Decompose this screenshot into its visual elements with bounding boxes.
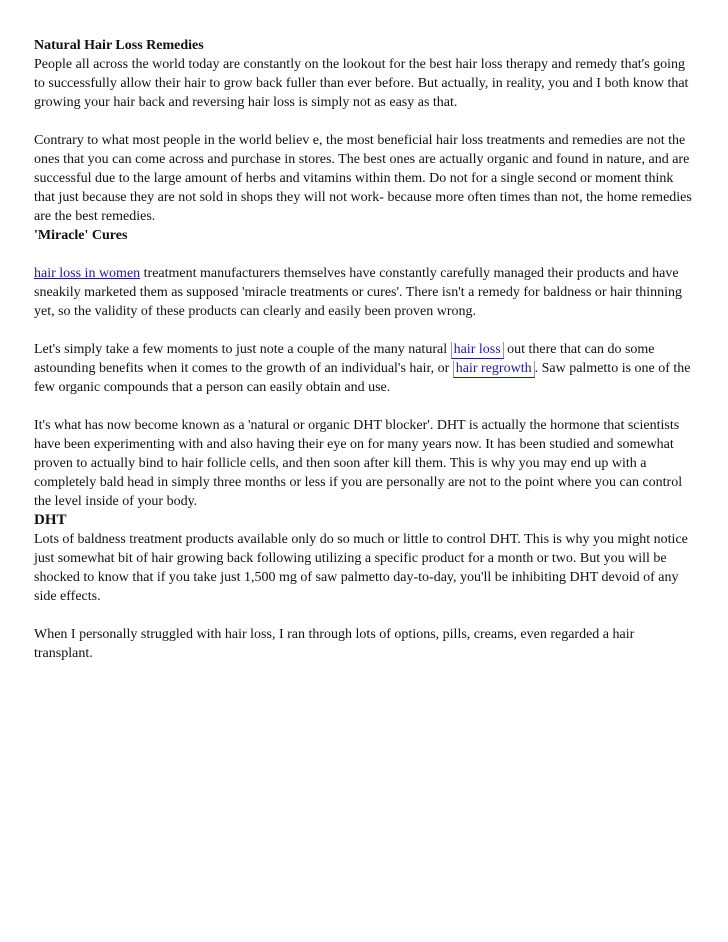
paragraph-contrary: Contrary to what most people in the world believ e, the most beneficial hair loss treatments and remedies are not the ones that you can come across and purchase in stores. The best ones are actually organic and found in nature, and are successful due to the large amount of herbs and vitamins within them. Do not for a single second or moment think that just because they are not sold in shops they will not work- because more often times than not, the home remedies are the best remedies. [34, 133, 692, 224]
article-title: Natural Hair Loss Remedies [34, 38, 204, 53]
paragraph-natural-remedies [34, 340, 692, 397]
heading-miracle-cures: 'Miracle' Cures [34, 228, 128, 243]
paragraph-natural-text-c: . Saw palmetto is one of the few organic compounds that a person can easily obtain and use. [34, 361, 691, 395]
link-hair-regrowth[interactable]: hair regrowth [453, 361, 535, 378]
link-hair-loss-in-women[interactable]: hair loss in women [34, 266, 141, 281]
paragraph-miracle-text: treatment manufacturers themselves have constantly carefully managed their products and have sneakily marketed them as supposed 'miracle treatments or cures'. There isn't a remedy for baldness or hair thinning yet, so the validity of these products can clearly and easily been proven wrong. [34, 266, 682, 319]
paragraph-natural-text-a: Let's simply take a few moments to just note a couple of the many natural [34, 342, 451, 357]
paragraph-personal-story: When I personally struggled with hair loss, I ran through lots of options, pills, creams, even regarded a hair transplant. [34, 627, 635, 661]
paragraph-miracle [34, 264, 692, 321]
paragraph-natural-text-b: out there that can do some astounding benefits when it comes to the growth of an individual's hair, or [34, 342, 655, 376]
link-hair-loss[interactable]: hair loss [451, 342, 504, 359]
paragraph-dht-blocker: It's what has now become known as a 'natural or organic DHT blocker'. DHT is actually the hormone that scientists have been experimenting with and also having their eye on for many years now. It has been studied and somewhat proven to actually bind to hair follicle cells, and then soon after kill them. This is why you may end up with a completely bald head in simply three months or less if you are personally are not to the point where you can control the level inside of your body. [34, 418, 683, 509]
paragraph-dht-treatments: Lots of baldness treatment products available only do so much or little to control DHT. This is why you might notice just somewhat bit of hair growing back following utilizing a specific product for a month or two. But you will be shocked to know that if you take just 1,500 mg of saw palmetto day-to-day, you'll be inhibiting DHT devoid of any side effects. [34, 532, 688, 604]
heading-dht: DHT [34, 512, 67, 528]
paragraph-intro: People all across the world today are constantly on the lookout for the best hair loss therapy and remedy that's going to successfully allow their hair to grow back fuller than ever before. But actually, in reality, you and I both know that growing your hair back and reversing hair loss is simply not as easy as that. [34, 57, 689, 110]
